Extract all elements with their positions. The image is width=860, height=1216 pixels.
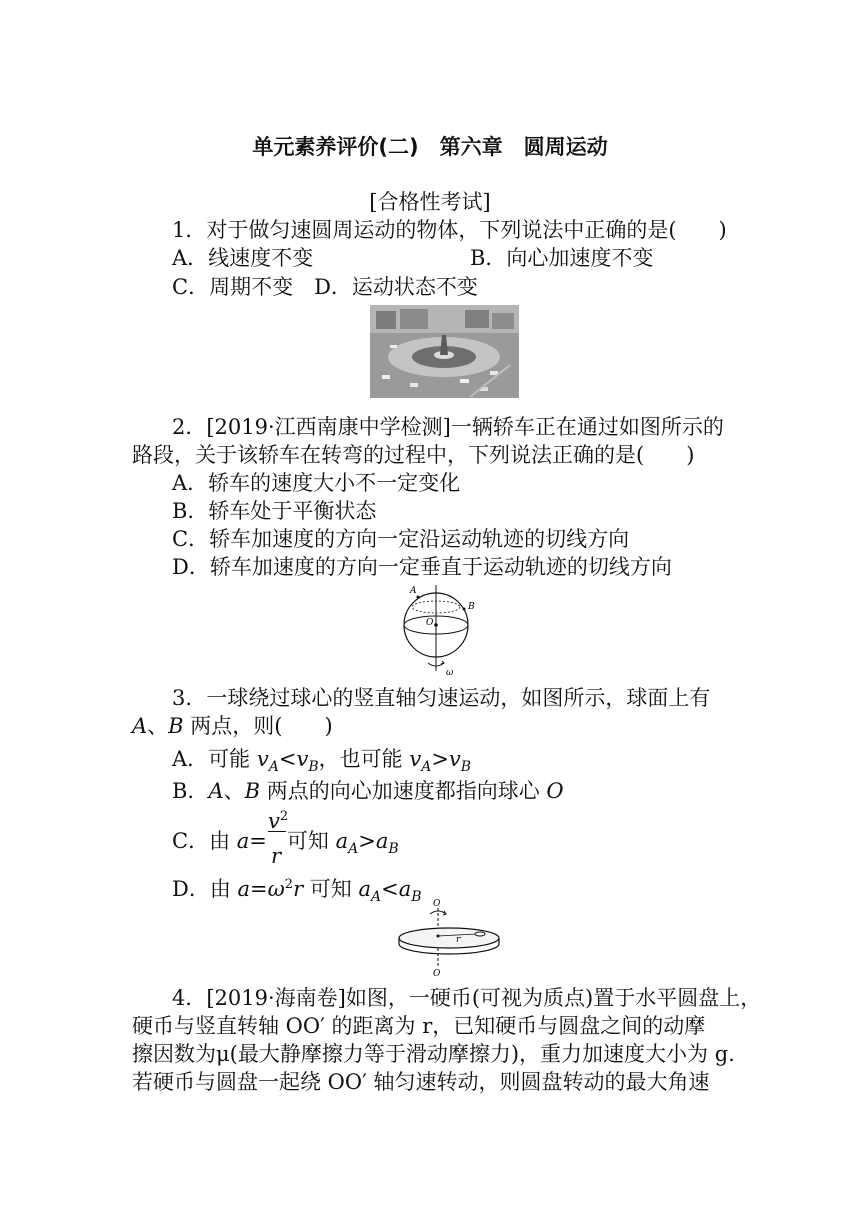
q2-option-b: B．轿车处于平衡状态 [172,499,377,523]
q4-line1: 4．[2019·海南卷]如图，一硬币(可视为质点)置于水平圆盘上， [172,986,762,1010]
q1-stem: 1．对于做匀速圆周运动的物体，下列说法中正确的是( ) [172,218,727,242]
q3-option-c: C．由 a= 可知 $a_A>a_B$ [172,829,399,858]
center-o-label: O [426,618,434,628]
sphere-figure [398,583,498,683]
q1-option-cd: C．周期不变 D．运动状态不变 [172,275,478,299]
q2-option-a: A．轿车的速度大小不一定变化 [172,471,461,495]
q3-option-a: A．可能 $v_A<v_B$，也可能 $v_A>v_B$ [172,747,472,776]
point-b-label: B [468,602,475,612]
q2-option-c: C．轿车加速度的方向一定沿运动轨迹的切线方向 [172,527,630,551]
q1-option-a: A．线速度不变 [172,246,314,270]
q4-line3: 擦因数为μ(最大静摩擦力等于滑动摩擦力)，重力加速度大小为 g. [132,1042,735,1066]
disc-figure [396,898,502,978]
q2-option-d: D．轿车加速度的方向一定垂直于运动轨迹的切线方向 [172,555,672,579]
disc-r-label: r [456,935,461,945]
q4-line4: 若硬币与圆盘一起绕 OO′ 轴匀速转动，则圆盘转动的最大角速 [132,1070,710,1094]
disc-o-top-label: O [433,899,441,909]
q3-stem-line1: 3．一球绕过球心的竖直轴匀速运动，如图所示，球面上有 [172,686,711,710]
q1-option-b: B．向心加速度不变 [470,246,654,270]
section-heading: [合格性考试] [369,190,491,214]
fraction-denominator: r [271,844,282,868]
q4-line2: 硬币与竖直转轴 OO′ 的距离为 r，已知硬币与圆盘之间的动摩 [132,1014,706,1038]
q2-stem-line1: 2．[2019·江西南康中学检测]一辆轿车正在通过如图所示的 [172,415,724,439]
q3-option-b: B．A、B 两点的向心加速度都指向球心 O [172,779,564,803]
q3-stem-line2: A、B 两点，则( ) [132,714,333,738]
omega-label: ω [446,668,454,678]
q2-stem-line2: 路段，关于该轿车在转弯的过程中，下列说法正确的是( ) [132,443,695,467]
page-title: 单元素养评价(二) 第六章 圆周运动 [252,135,608,159]
fraction-bar [268,831,286,832]
roundabout-photo [370,305,519,398]
fraction-numerator: $v^2$ [268,809,289,833]
disc-o-bottom-label: O [433,969,441,978]
point-a-label: A [410,586,417,596]
q3-option-d: D．由 $a=\omega^2r$ 可知 $a_A<a_B$ [172,877,422,906]
